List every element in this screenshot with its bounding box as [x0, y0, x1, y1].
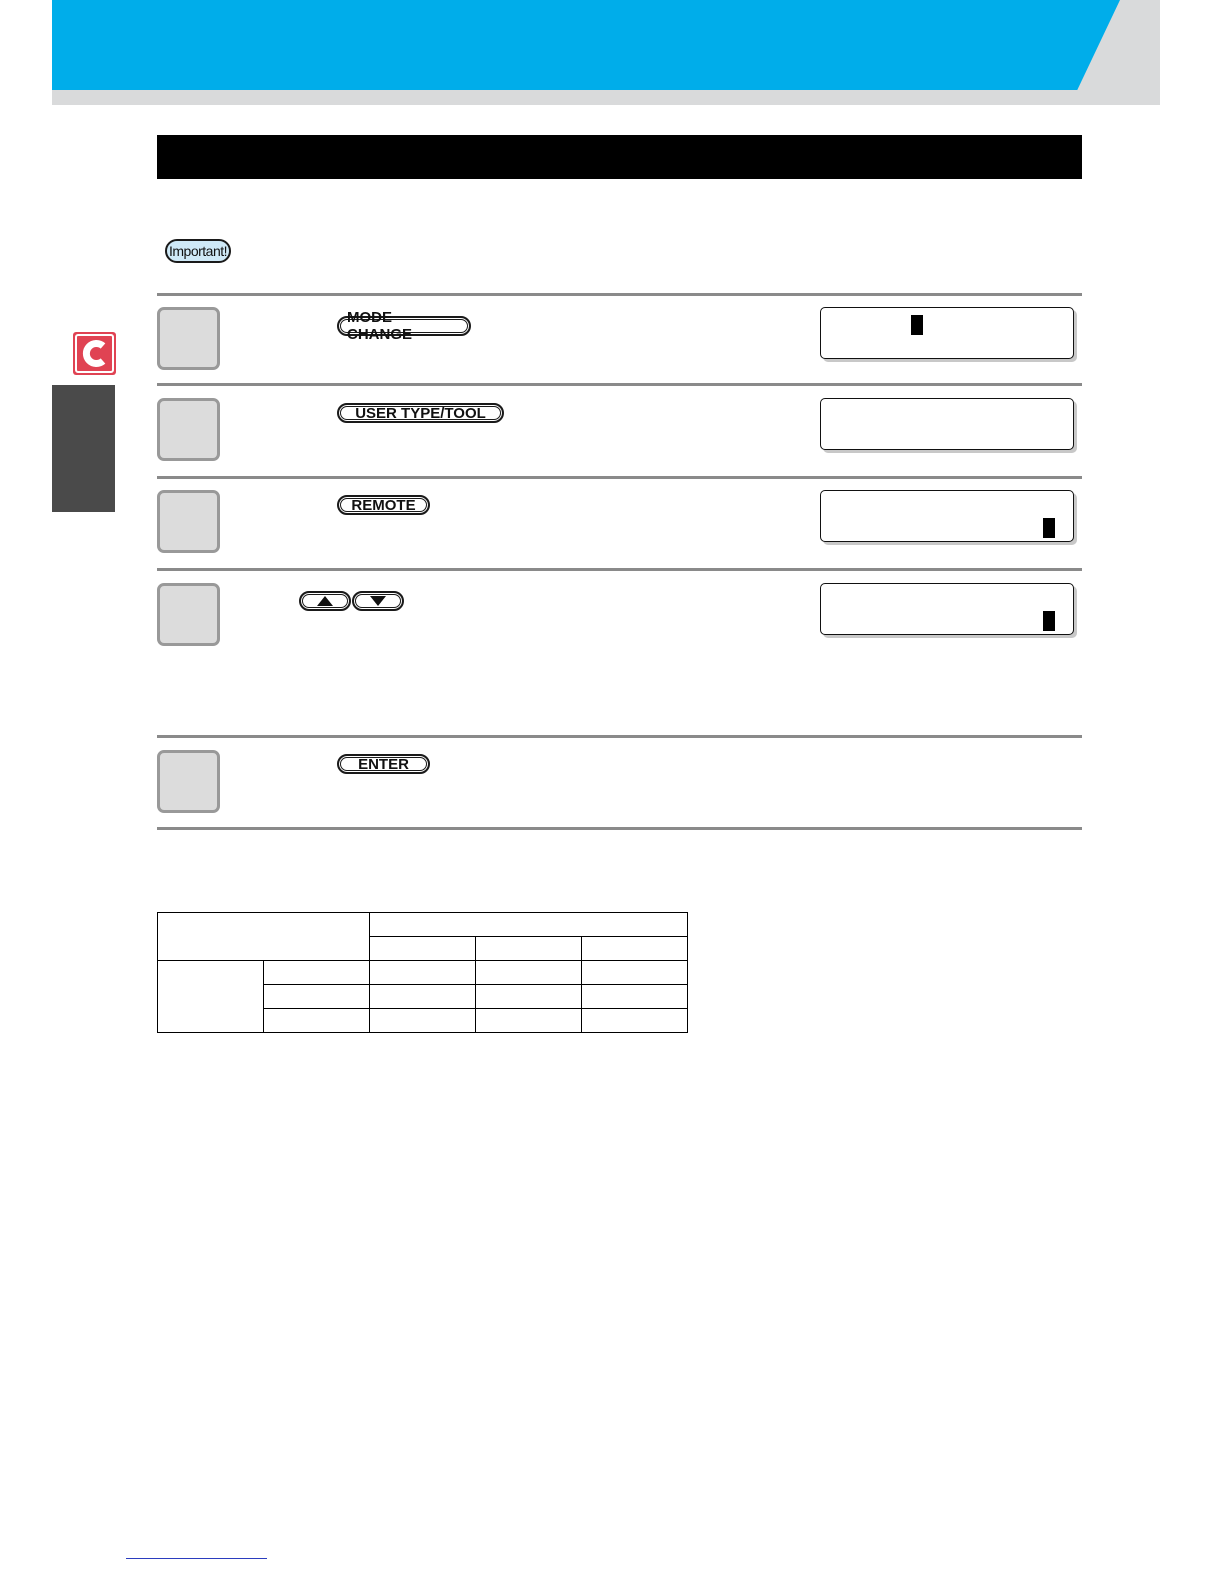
step-number-box [157, 750, 220, 813]
table-cell [582, 937, 688, 961]
key-label: ENTER [358, 755, 409, 773]
lcd-display [820, 490, 1074, 542]
key-label: USER TYPE/TOOL [355, 404, 486, 422]
table-cell [264, 1009, 370, 1033]
table-cell [264, 985, 370, 1009]
section-title-bar [157, 135, 1082, 179]
table-cell [370, 913, 688, 937]
mode-change-key [337, 309, 471, 343]
step-number-box [157, 583, 220, 646]
table-cell [370, 1009, 476, 1033]
step-number-box [157, 307, 220, 370]
lcd-cursor [1043, 611, 1055, 631]
step-number-box [157, 490, 220, 553]
lcd-display [820, 583, 1074, 635]
table-cell [582, 985, 688, 1009]
enter-key [337, 754, 430, 774]
chapter-side-tab [52, 385, 115, 512]
remote-key [337, 495, 430, 515]
key-label: REMOTE [351, 496, 416, 514]
table-cell [370, 961, 476, 985]
table-row [158, 961, 688, 985]
table-cell [476, 961, 582, 985]
chapter-c-icon [73, 332, 116, 375]
table-cell [582, 961, 688, 985]
up-arrow-key [299, 591, 351, 611]
lcd-display [820, 398, 1074, 450]
user-type-tool-key [337, 403, 504, 423]
table-cell [158, 961, 264, 1033]
spec-table [157, 912, 688, 1033]
table-row [158, 913, 688, 937]
table-cell [476, 985, 582, 1009]
table-cell [370, 937, 476, 961]
table-cell [370, 985, 476, 1009]
table-cell [476, 1009, 582, 1033]
footer-link-underline[interactable] [126, 1558, 267, 1559]
important-badge-label: Important! [168, 243, 228, 259]
table-cell [476, 937, 582, 961]
up-arrow-icon [317, 596, 333, 606]
table-cell [582, 1009, 688, 1033]
lcd-display [820, 307, 1074, 359]
key-label: MODE CHANGE [347, 309, 413, 343]
lcd-cursor [1043, 518, 1055, 538]
table-cell [264, 961, 370, 985]
step-divider [157, 568, 1082, 571]
table-cell [158, 913, 370, 961]
chapter-tab [73, 332, 116, 375]
important-badge [165, 239, 231, 263]
down-arrow-key [352, 591, 404, 611]
step-divider [157, 476, 1082, 479]
lcd-cursor [911, 315, 923, 335]
down-arrow-icon [370, 596, 386, 606]
header-accent-band [52, 0, 1120, 90]
step-divider [157, 383, 1082, 386]
step-divider [157, 293, 1082, 296]
step-number-box [157, 398, 220, 461]
step-divider [157, 735, 1082, 738]
step-divider [157, 827, 1082, 830]
